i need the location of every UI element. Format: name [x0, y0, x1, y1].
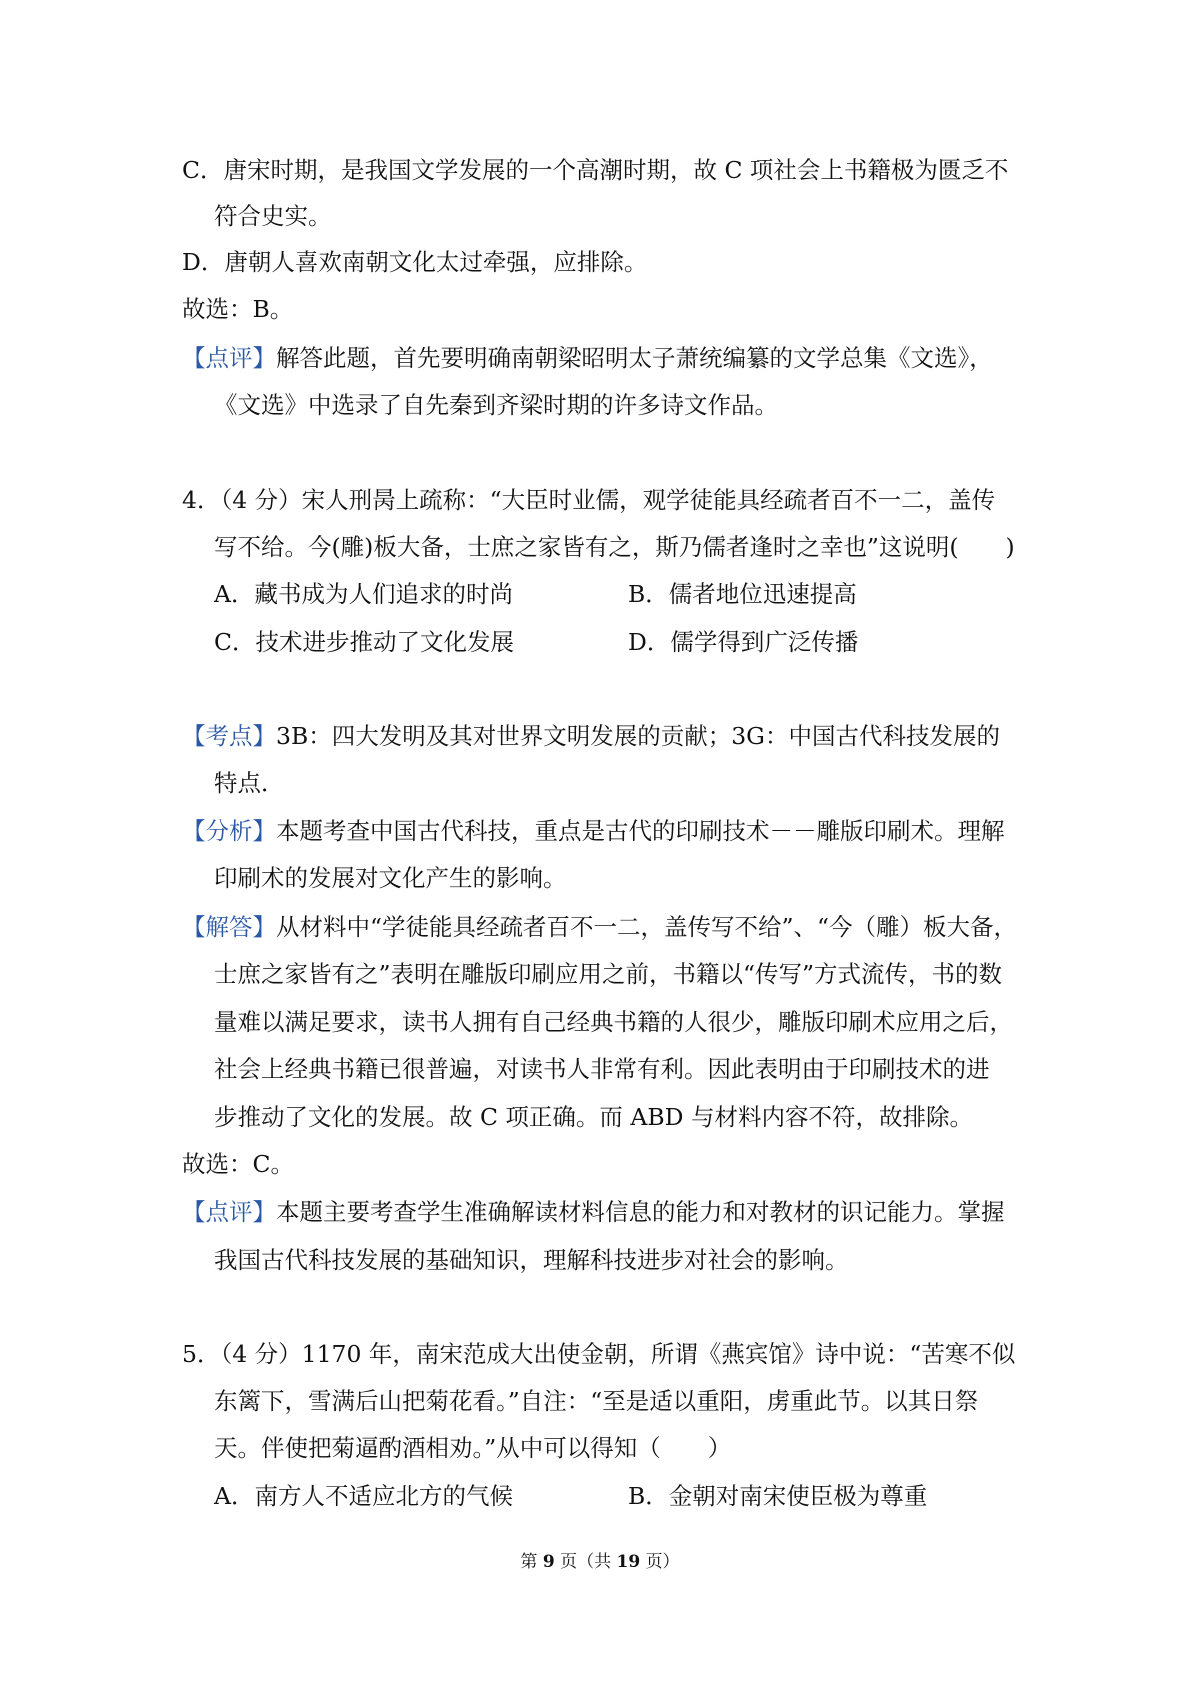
question-5-option-a: A．南方人不适应北方的气候: [214, 1482, 513, 1510]
comment-text: 解答此题，首先要明确南朝梁昭明太子萧统编纂的文学总集《文选》，: [276, 344, 993, 372]
footer-suffix: 页）: [645, 1552, 680, 1572]
fenxi-text: 本题考查中国古代科技，重点是古代的印刷技术－－雕版印刷术。理解: [276, 817, 1005, 845]
kaodian-tag: 【考点】: [182, 722, 276, 750]
footer-prefix: 第: [520, 1552, 538, 1572]
jieda-tag: 【解答】: [182, 913, 276, 941]
question-5-stem-line2: 东篱下，雪满后山把菊花看。”自注：“至是适以重阳，虏重此节。以其日祭: [214, 1387, 979, 1415]
jieda-line5: 步推动了文化的发展。故 C 项正确。而 ABD 与材料内容不符，故排除。: [214, 1103, 973, 1131]
question-4-option-c: C．技术进步推动了文化发展: [214, 628, 514, 656]
dianping-text: 本题主要考查学生准确解读材料信息的能力和对教材的识记能力。掌握: [276, 1198, 1005, 1226]
jieda-paragraph: [182, 911, 1017, 943]
jieda-line4: 社会上经典书籍已很普遍，对读书人非常有利。因此表明由于印刷技术的进: [214, 1055, 990, 1083]
footer-middle: 页（共: [560, 1552, 612, 1572]
question-5-stem-line1: 5．（4 分）1170 年，南宋范成大出使金朝，所谓《燕宾馆》诗中说：“苦寒不似: [182, 1340, 1016, 1368]
jieda-text: 从材料中“学徒能具经疏者百不一二，盖传写不给”、“今（雕）板大备，: [276, 913, 1018, 941]
question-4-option-d: D．儒学得到广泛传播: [628, 628, 859, 656]
dianping-paragraph: [182, 1196, 1005, 1228]
footer-page-number: 9: [542, 1552, 555, 1572]
question-5-option-b: B．金朝对南宋使臣极为尊重: [628, 1482, 928, 1510]
question-4-stem-line1: 4．（4 分）宋人刑昺上疏称：“大臣时业儒，观学徒能具经疏者百不一二，盖传: [182, 486, 996, 514]
footer-total-pages: 19: [616, 1552, 641, 1572]
question-4-stem-line2: 写不给。今(雕)板大备，士庶之家皆有之，斯乃儒者逢时之幸也”这说明( ): [214, 533, 1015, 561]
fenxi-tag: 【分析】: [182, 817, 276, 845]
comment-tag: 【点评】: [182, 344, 276, 372]
comment-line2: 《文选》中选录了自先秦到齐梁时期的许多诗文作品。: [214, 391, 778, 419]
answer-line: 故选：B。: [182, 295, 294, 323]
question-4-option-b: B．儒者地位迅速提高: [628, 580, 857, 608]
answer-line-q4: 故选：C。: [182, 1150, 294, 1178]
kaodian-line2: 特点．: [214, 769, 285, 797]
analysis-option-c-line2: 符合史实。: [214, 202, 332, 230]
jieda-line3: 量难以满足要求，读书人拥有自己经典书籍的人很少，雕版印刷术应用之后，: [214, 1008, 1013, 1036]
question-5-stem-line3: 天。伴使把菊逼酌酒相劝。”从中可以得知（ ）: [214, 1434, 732, 1462]
fenxi-paragraph: [182, 815, 1005, 847]
fenxi-line2: 印刷术的发展对文化产生的影响。: [214, 864, 567, 892]
kaodian-paragraph: [182, 720, 1000, 752]
comment-paragraph: [182, 342, 993, 374]
question-4-option-a: A．藏书成为人们追求的时尚: [214, 580, 513, 608]
dianping-tag: 【点评】: [182, 1198, 276, 1226]
analysis-option-d: D．唐朝人喜欢南朝文化太过牵强，应排除。: [182, 248, 648, 276]
dianping-line2: 我国古代科技发展的基础知识，理解科技进步对社会的影响。: [214, 1246, 849, 1274]
kaodian-text: 3B：四大发明及其对世界文明发展的贡献；3G：中国古代科技发展的: [276, 722, 1000, 750]
jieda-line2: 士庶之家皆有之”表明在雕版印刷应用之前，书籍以“传写”方式流传，书的数: [214, 960, 1003, 988]
analysis-option-c-line1: C．唐宋时期，是我国文学发展的一个高潮时期，故 C 项社会上书籍极为匮乏不: [182, 156, 1009, 184]
page-footer: [0, 1550, 1200, 1574]
